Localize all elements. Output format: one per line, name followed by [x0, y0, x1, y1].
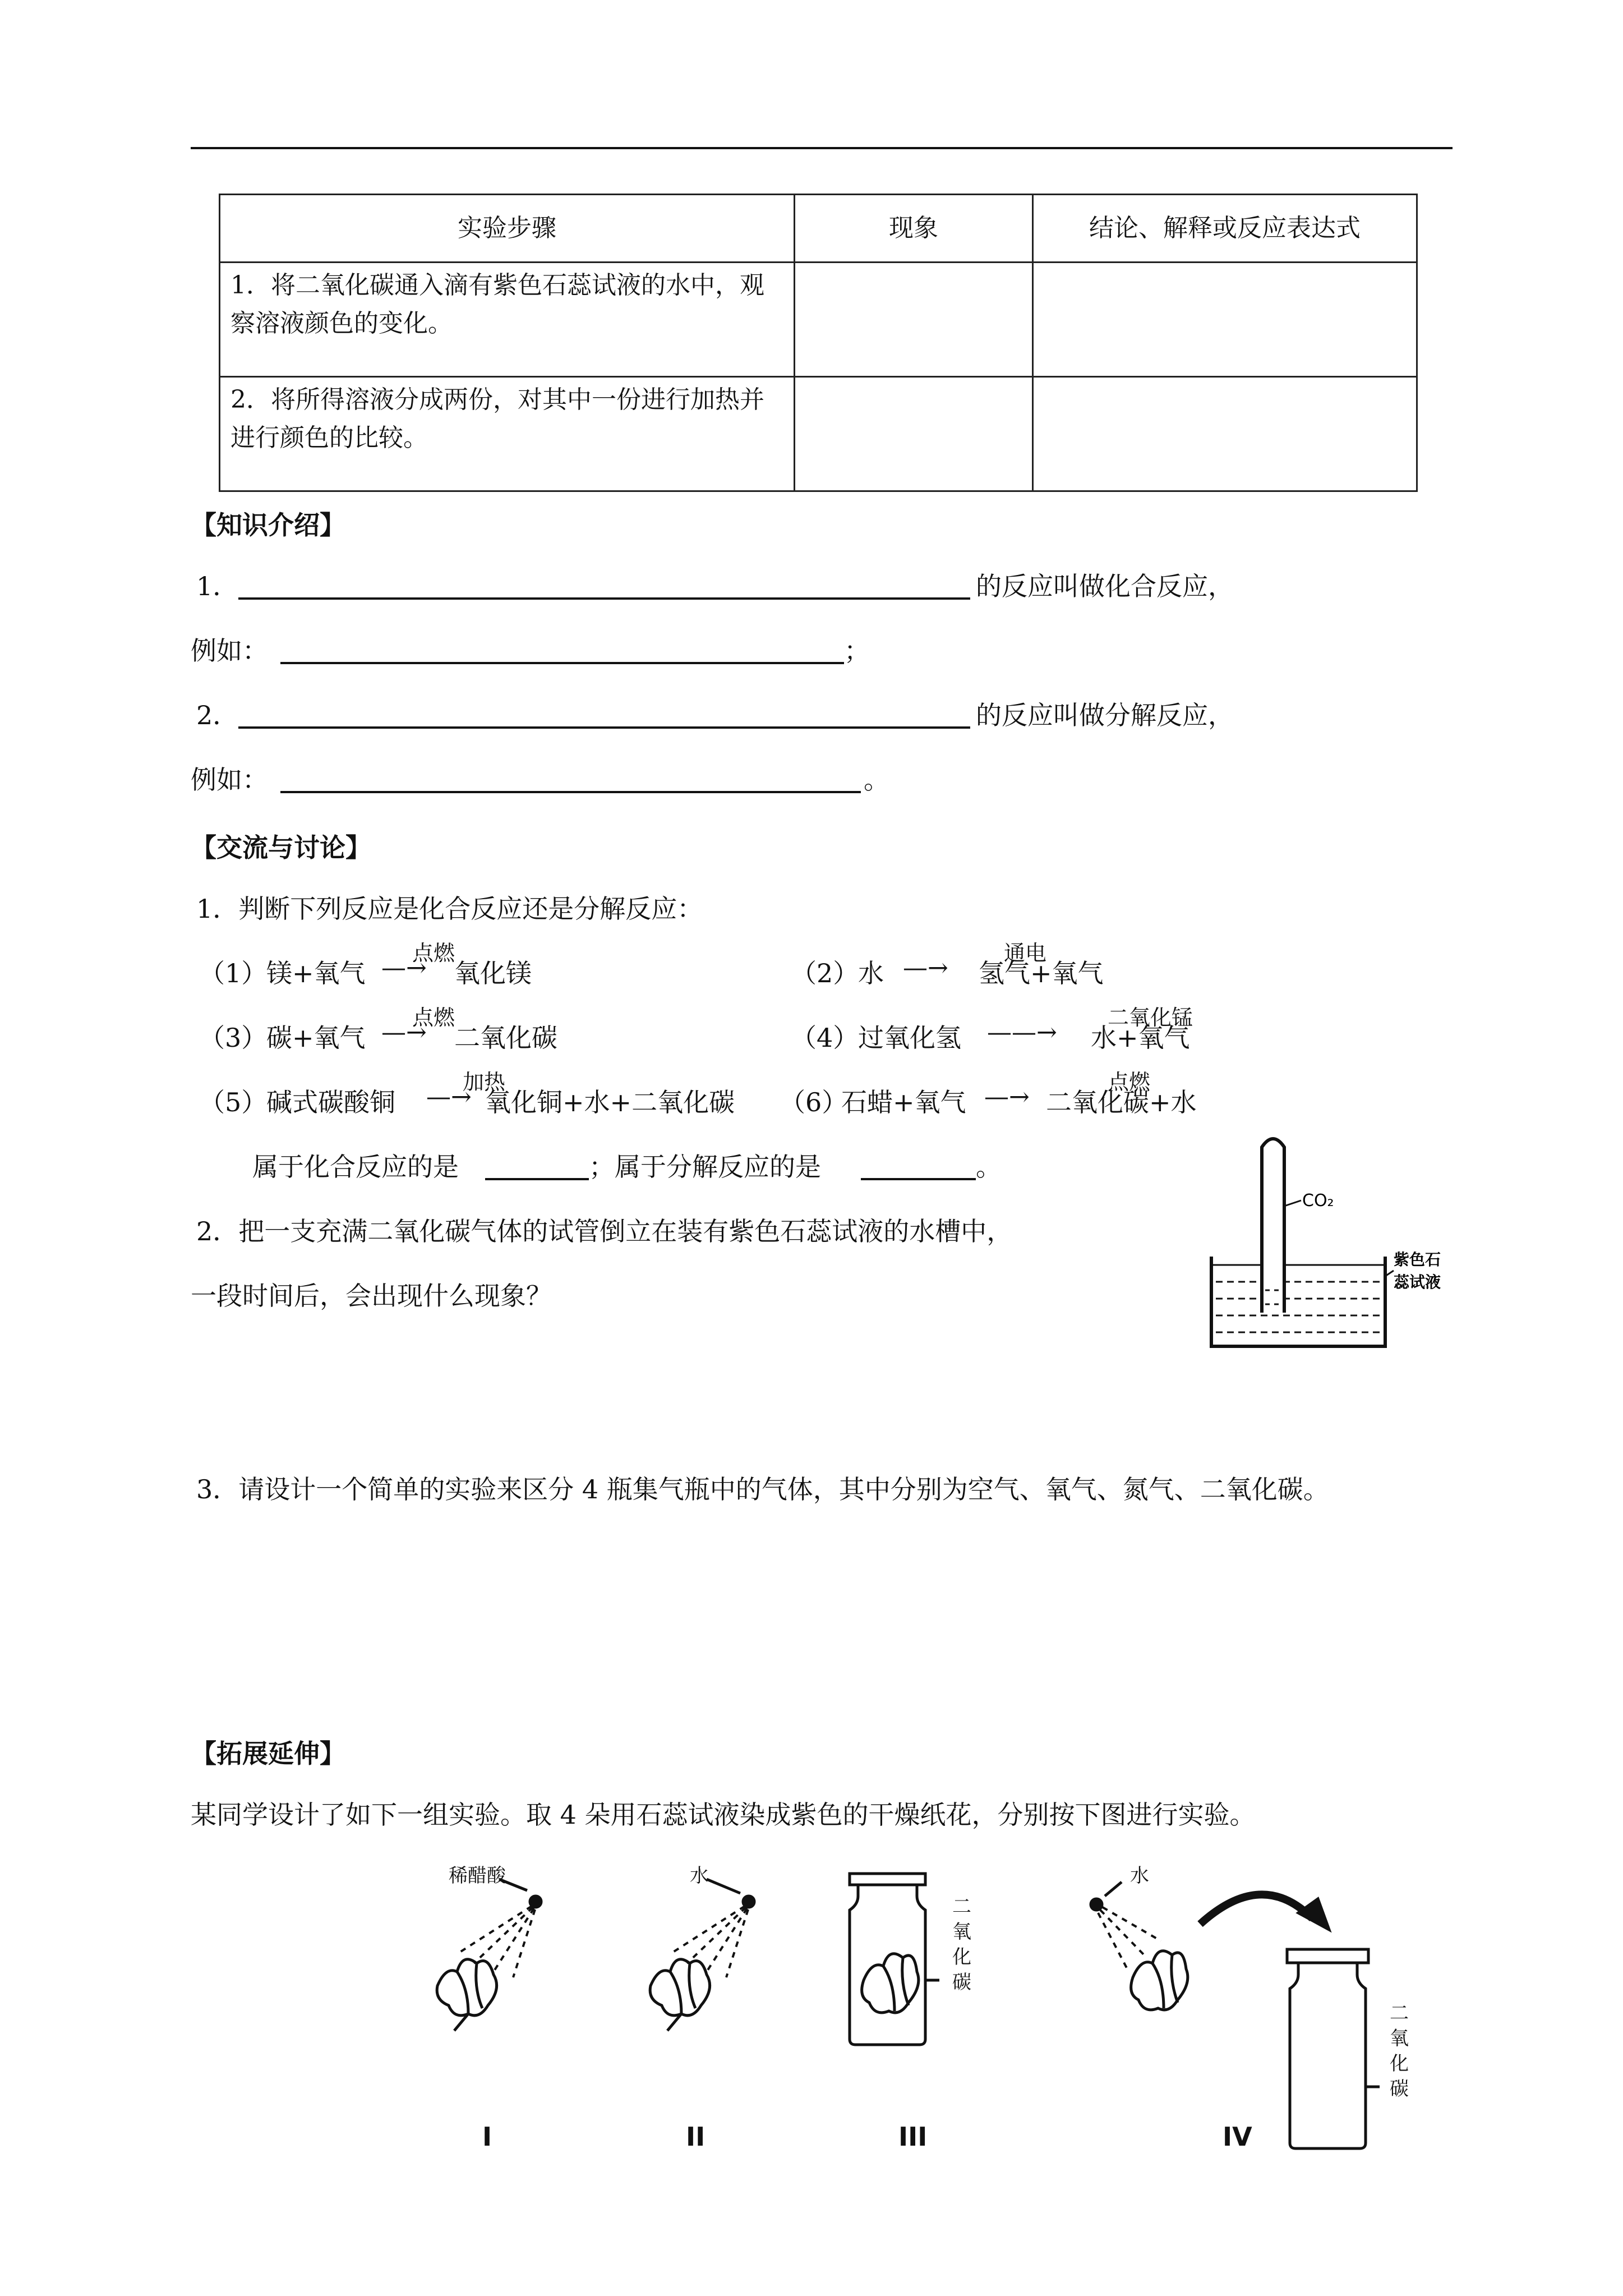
- svg-text:化: 化: [952, 1946, 971, 1968]
- question-3: 3．请设计一个简单的实验来区分 4 瓶集气瓶中的气体，其中分别为空气、氧气、氮气、二氧化碳。: [196, 1474, 1329, 1504]
- figure-label-I: I: [482, 2122, 492, 2152]
- reaction-number: （2）: [791, 958, 859, 988]
- table-header-row: [220, 195, 1417, 263]
- reactant: 石蜡+氧气: [841, 1087, 966, 1117]
- reaction-condition: 二氧化锰: [1108, 1005, 1193, 1030]
- water-label: 水: [690, 1865, 709, 1887]
- answer-blank: [485, 1178, 589, 1180]
- arrow-icon: —→: [381, 1018, 427, 1047]
- product: 氧化镁: [454, 958, 532, 988]
- table-header: 结论、解释或反应表达式: [1033, 195, 1417, 263]
- svg-text:氧: 氧: [952, 1921, 971, 1943]
- knowledge-item1-num: 1．: [196, 571, 239, 601]
- paper-flower-experiment-figure: [415, 1851, 1481, 2165]
- example-label: 例如：: [191, 765, 268, 795]
- water-label: 水: [1130, 1865, 1149, 1887]
- answer-blank: [238, 597, 970, 600]
- reaction-number: （3）: [199, 1023, 268, 1053]
- reaction-condition: 加热: [463, 1070, 506, 1094]
- reactant: 碱式碳酸铜: [266, 1087, 395, 1117]
- co2-test-tube-figure: [1200, 1128, 1447, 1352]
- header-rule: [191, 147, 1453, 149]
- question-2-line2: 一段时间后，会出现什么现象？: [191, 1281, 552, 1311]
- answer-blank: [280, 791, 861, 793]
- litmus-label: 紫色石: [1394, 1250, 1441, 1269]
- answer-blank: [861, 1178, 976, 1180]
- product: 氢气+氧气: [979, 958, 1104, 988]
- product: 水+氧气: [1091, 1023, 1190, 1053]
- answer-mid: ；属于分解反应的是: [589, 1152, 821, 1182]
- arrow-icon: —→: [984, 1083, 1030, 1111]
- table-header: 实验步骤: [220, 195, 795, 263]
- knowledge-item1-suffix: 的反应叫做化合反应，: [976, 571, 1234, 601]
- answer-blank: [238, 726, 970, 729]
- table-cell-step: 2．将所得溶液分成两份，对其中一份进行加热并进行颜色的比较。: [220, 377, 795, 491]
- reaction-number: （6）: [780, 1087, 848, 1117]
- table-cell-phenomenon: [795, 377, 1033, 491]
- answer-prefix: 属于化合反应的是: [252, 1152, 459, 1182]
- arrow-icon: —→: [426, 1083, 472, 1111]
- question-1: 1．判断下列反应是化合反应还是分解反应：: [196, 894, 703, 924]
- acetic-acid-label: 稀醋酸: [449, 1865, 506, 1887]
- reaction-number: （4）: [791, 1023, 859, 1053]
- answer-blank: [280, 662, 844, 664]
- table-cell-phenomenon: [795, 263, 1033, 377]
- figure-label-IV: IV: [1223, 2122, 1252, 2152]
- reactant: 过氧化氢: [858, 1023, 961, 1053]
- table-header: 现象: [795, 195, 1033, 263]
- answer-end: 。: [976, 1152, 1002, 1182]
- arrow-icon: ——→: [987, 1018, 1057, 1047]
- figure-label-II: II: [686, 2122, 706, 2152]
- reactant: 水: [858, 958, 884, 988]
- product: 二氧化碳+水: [1046, 1087, 1197, 1117]
- arrow-icon: —→: [381, 954, 427, 982]
- product: 二氧化碳: [454, 1023, 557, 1053]
- reaction-condition: 通电: [1004, 941, 1047, 965]
- example2-end: 。: [864, 765, 889, 795]
- table-cell-conclusion: [1033, 263, 1417, 377]
- section-heading-extension: 【拓展延伸】: [191, 1738, 345, 1769]
- reaction-condition: 点燃: [412, 941, 455, 965]
- question-2-line1: 2．把一支充满二氧化碳气体的试管倒立在装有紫色石蕊试液的水槽中，: [196, 1216, 1013, 1246]
- section-heading-knowledge: 【知识介绍】: [191, 510, 345, 540]
- extension-text: 某同学设计了如下一组实验。取 4 朵用石蕊试液染成紫色的干燥纸花，分别按下图进行实验。: [191, 1800, 1256, 1830]
- svg-text:化: 化: [1390, 2053, 1409, 2075]
- litmus-label: 蕊试液: [1394, 1273, 1441, 1291]
- svg-text:碳: 碳: [952, 1971, 971, 1994]
- arrow-icon: —→: [903, 954, 948, 982]
- section-heading-discussion: 【交流与讨论】: [191, 832, 371, 863]
- table-row: [220, 377, 1417, 491]
- example1-end: ；: [844, 636, 870, 666]
- table-cell-step: 1．将二氧化碳通入滴有紫色石蕊试液的水中，观察溶液颜色的变化。: [220, 263, 795, 377]
- co2-label: CO₂: [1302, 1191, 1334, 1211]
- experiment-table: [219, 194, 1418, 492]
- svg-text:氧: 氧: [1390, 2027, 1409, 2050]
- svg-text:二: 二: [1390, 2002, 1409, 2024]
- knowledge-item2-suffix: 的反应叫做分解反应，: [976, 700, 1234, 730]
- reactant: 碳+氧气: [266, 1023, 366, 1053]
- table-row: [220, 263, 1417, 377]
- reactant: 镁+氧气: [266, 958, 366, 988]
- reaction-number: （1）: [199, 958, 268, 988]
- reaction-condition: 点燃: [412, 1005, 455, 1030]
- knowledge-item2-num: 2．: [196, 700, 239, 730]
- reaction-number: （5）: [199, 1087, 268, 1117]
- table-cell-conclusion: [1033, 377, 1417, 491]
- figure-label-III: III: [898, 2122, 928, 2152]
- svg-text:二: 二: [952, 1895, 971, 1918]
- svg-text:碳: 碳: [1390, 2078, 1409, 2100]
- reaction-condition: 点燃: [1108, 1070, 1151, 1094]
- product: 氧化铜+水+二氧化碳: [485, 1087, 735, 1117]
- example-label: 例如：: [191, 636, 268, 666]
